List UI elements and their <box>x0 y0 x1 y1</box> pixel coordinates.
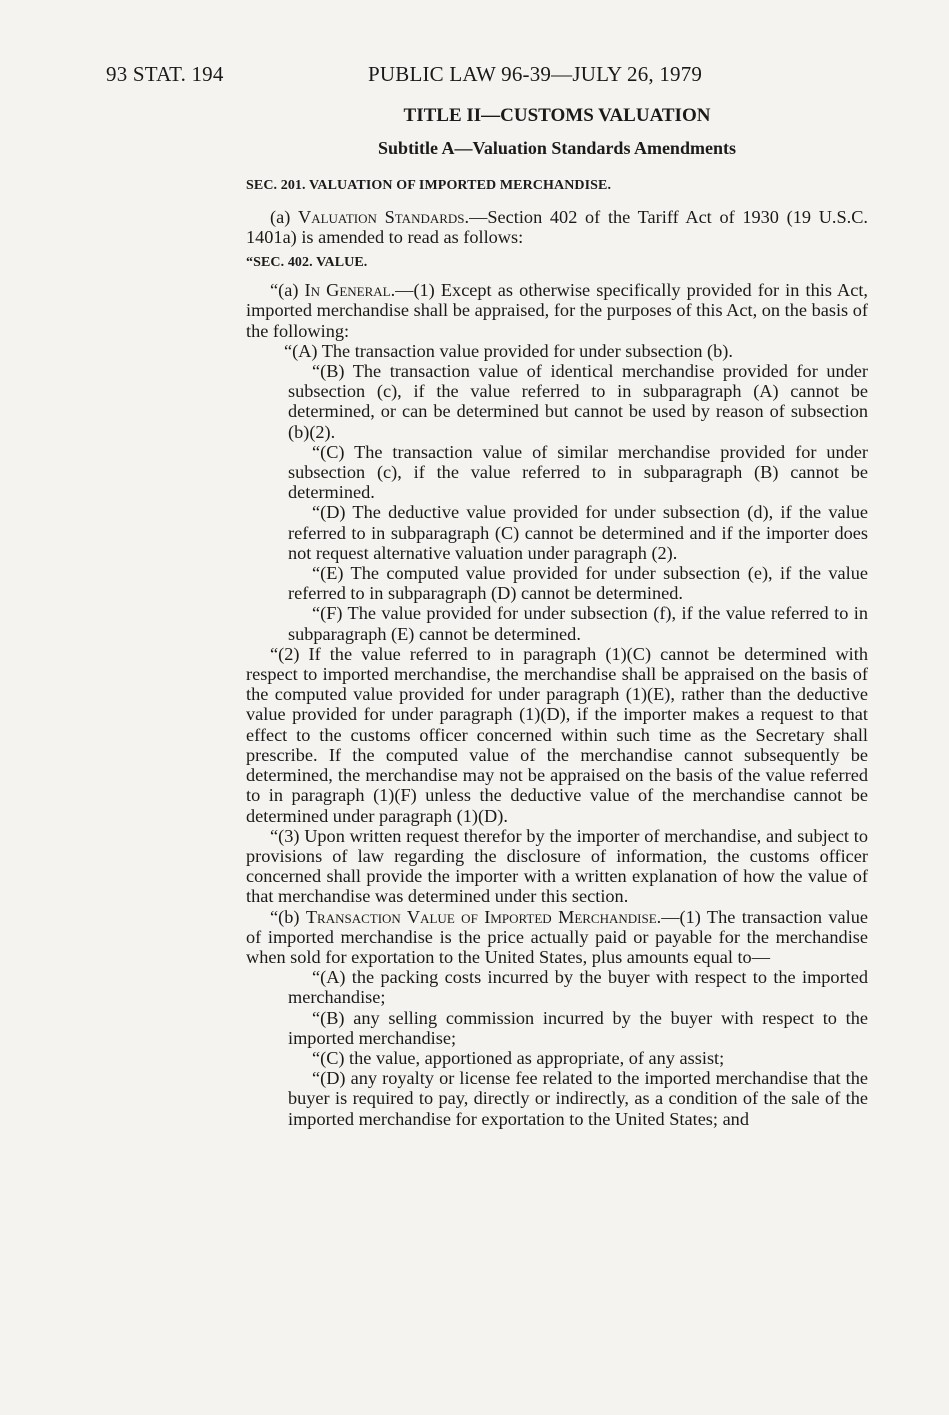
paragraph-3: “(3) Upon written request therefor by the importer of merchandise, and subject to provisions of law regarding the disclosure of information, the customs officer concerned shall provide the importer with a written explanation of how the value of that merchandise was determined under this section. <box>246 825 868 907</box>
list-item-1b: “(B) The transaction value of identical merchandise provided for under subsection (c), if the value referred to in subparagraph (A) cannot be determined, or can be determined but cannot be used by reason of subsection (b)(2). <box>288 361 868 442</box>
paragraph-a: (a) Valuation Standards.—Section 402 of the Tariff Act of 1930 (19 U.S.C. 1401a) is amended to read as follows: <box>246 206 868 247</box>
list-item-1a: “(A) The transaction value provided for under subsection (b). <box>284 340 733 361</box>
subtitle-heading: Subtitle A—Valuation Standards Amendments <box>378 138 736 159</box>
paragraph-in-general: “(a) In General.—(1) Except as otherwise specifically provided for in this Act, imported merchandise shall be appraised, for the purposes of this Act, on the basis of the following: <box>246 280 869 341</box>
public-law-citation: PUBLIC LAW 96-39—JULY 26, 1979 <box>368 62 703 86</box>
list-item-2b: “(B) any selling commission incurred by the buyer with respect to the imported merchandise; <box>288 1007 868 1048</box>
list-item-1d: “(D) The deductive value provided for under subsection (d), if the value referred to in subparagraph (C) cannot be determined and if the importer does not request alternative valuation under paragraph (2). <box>288 502 868 563</box>
stat-page-number: 93 STAT. 194 <box>106 62 224 86</box>
list-item-2c: “(C) the value, apportioned as appropriate, of any assist; <box>312 1047 725 1068</box>
list-item-1e: “(E) The computed value provided for under subsection (e), if the value referred to in subparagraph (D) cannot be determined. <box>288 563 868 604</box>
document-body <box>246 106 868 1129</box>
title-heading: TITLE II—CUSTOMS VALUATION <box>403 105 711 126</box>
paragraph-2: “(2) If the value referred to in paragraph (1)(C) cannot be determined with respect to imported merchandise, the merchandise shall be appraised on the basis of the computed value provided for under paragraph (1)(E), rather than the deductive value provided for under paragraph (1)(D), if the importer makes a request to that effect to the customs officer concerned within such time as the Secretary shall prescribe. If the computed value of the merchandise cannot subsequently be determined, the merchandise may not be appraised on the basis of the value referred to in paragraph (1)(F) unless the deductive value of the merchandise cannot be determined under paragraph (1)(D). <box>246 643 868 826</box>
section-201-heading: SEC. 201. VALUATION OF IMPORTED MERCHANDISE. <box>246 178 612 194</box>
section-402-heading: “SEC. 402. VALUE. <box>246 255 368 271</box>
list-item-2a: “(A) the packing costs incurred by the buyer with respect to the imported merchandise; <box>288 967 868 1008</box>
list-item-1f: “(F) The value provided for under subsection (f), if the value referred to in subparagraph (E) cannot be determined. <box>288 603 868 644</box>
list-item-1c: “(C) The transaction value of similar merchandise provided for under subsection (c), if the value referred to in subparagraph (B) cannot be determined. <box>288 441 868 503</box>
list-item-2d: “(D) any royalty or license fee related to the imported merchandise that the buyer is required to pay, directly or indirectly, as a condition of the sale of the imported merchandise for exportation to the United States; and <box>288 1068 868 1129</box>
paragraph-b-transaction-value: “(b) Transaction Value of Imported Merchandise.—(1) The transaction value of imported merchandise is the price actually paid or payable for the merchandise when sold for exportation to the United States, plus amounts equal to— <box>246 906 868 967</box>
